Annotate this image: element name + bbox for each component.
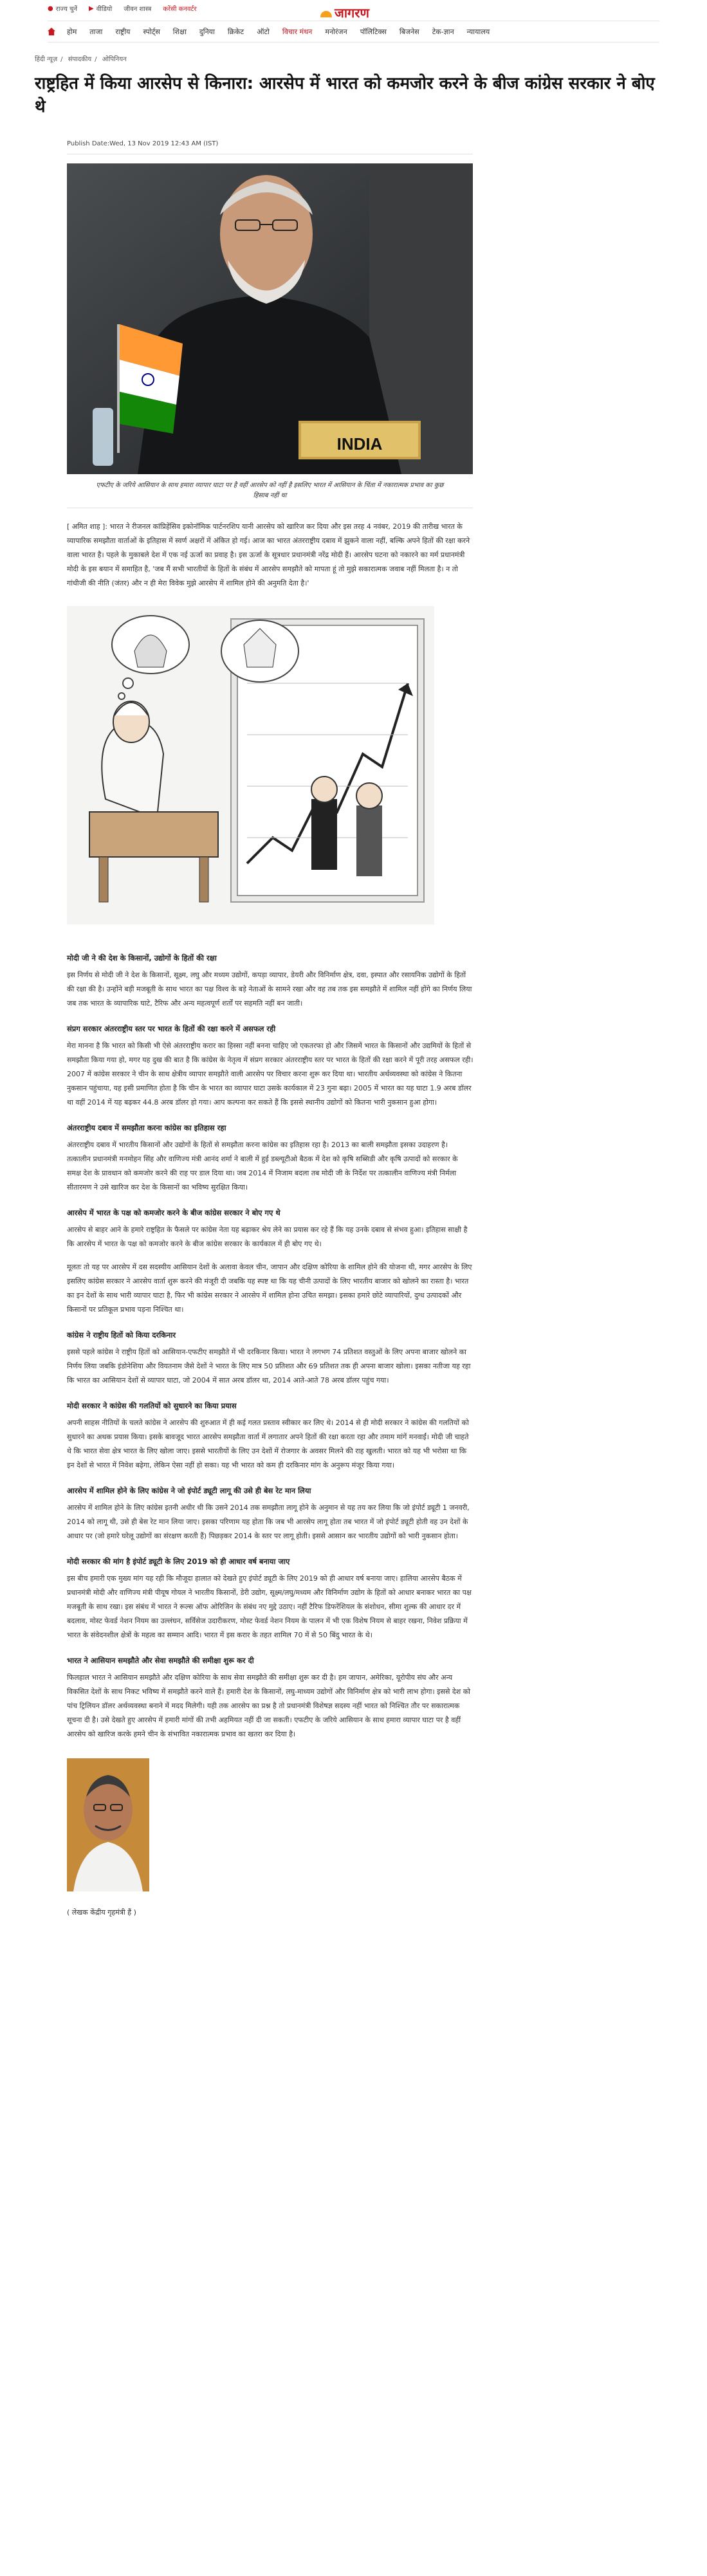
video-link[interactable] — [89, 4, 112, 13]
breadcrumb-separator: / — [60, 56, 63, 63]
paragraph: आरसेप में शामिल होने के लिए कांग्रेस इतनी अधीर थी कि उसने 2014 तक समझौता लागू होने के अनुमान से यह तय कर लिया कि जो इंपोर्ट ड्यूटी 1 जनवरी, 2014 को लागू थी, उसे ही बेस रेट मान लिया जाए। इसका परिणाम यह होता कि जब भी आरसेप लागू होता तब भारत में जो इंपोर्ट ड्यूटी होती वह उन देशों के आधार पर (जो हमारे घरेलू उद्योगों का संरक्षण करती हैं) पिछड़कर 2014 के स्तर पर लागू होती। इससे आसान कर भारतीय उद्योगों को भारी नुकसान होता। — [67, 1504, 470, 1540]
location-pin-icon: ● — [48, 5, 53, 12]
paragraph: मेरा मानना है कि भारत को किसी भी ऐसे अंतरराष्ट्रीय करार का हिस्सा नहीं बनना चाहिए जो एकतरफा हो और जिसमें भारत के किसानों और उद्यमियों के हितों से समझौता किया गया हो, मगर यह दुख की बात है कि कांग्रेस के नेतृत्व में संप्रग सरकार अंतरराष्ट्रीय स्तर पर भारत के हितों की रक्षा करने में पूरी तरह असफल रही। 2007 में कांग्रेस सरकार ने चीन के साथ क्षेत्रीय व्यापार समझौते वाली आरसेप पर विचार करना शुरू कर दिया था। भारतीय अर्थव्यवस्था को कांग्रेस ने कितना नुकसान पहुंचाया, यह इसी प्रमाणित होता है कि चीन के भारत का व्यापार घाटा उसके कार्यकाल में 23 गुना बढ़ा। 2005 में भारत का यह घाटा 1.9 अरब डॉलर था वहीं 2014 में यह बढ़कर 44.8 अरब डॉलर हो गया। आप कल्पना कर सकते हैं कि इससे स्थानीय उद्योगों को कितना भारी नुकसान हुआ होगा। — [67, 1042, 473, 1107]
nav-item[interactable]: राष्ट्रीय — [115, 27, 131, 36]
section-heading: अंतरराष्ट्रीय दबाव में समझौता करना कांग्रेस का इतिहास रहा — [67, 1123, 226, 1132]
nav-item[interactable]: न्यायालय — [466, 27, 490, 36]
paragraph: अंतरराष्ट्रीय दबाव में भारतीय किसानों और उद्योगों के हितों से समझौता करना कांग्रेस का इतिहास रहा है। 2013 का बाली समझौता इसका उदाहरण है। तत्कालीन प्रधानमंत्री मनमोहन सिंह और वाणिज्य मंत्री आनंद शर्मा ने बाली में हुई डब्ल्यूटीओ बैठक में देश को कृषि सब्सिडी और कृषि उत्पादों को सरकार के समक्ष देश के प्रावधान को कमजोर करने की राह पर डाल दिया था। जब 2014 में निजाम बदला तब मोदी जी के निर्देश पर तत्कालीन वाणिज्य मंत्री निर्मला सीतारमण ने उसे खारिज कर देश के किसानों का भविष्य सुरक्षित किया। — [67, 1141, 458, 1191]
paragraph: इससे पहले कांग्रेस ने राष्ट्रीय हितों को आसियान-एफटीए समझौते में भी दरकिनार किया। भारत ने लगभग 74 प्रतिशत वस्तुओं के लिए अपना बाजार खोलने का निर्णय लिया जबकि इंडोनेशिया और वियतनाम जैसे देशों ने भारत के लिए मात्र 50 प्रतिशत और 69 प्रतिशत तक ही अपना बाजार खोला। इसका नतीजा यह रहा कि भारत का आसियान देशों से व्यापार घाटा, जो 2004 में सात अरब डॉलर था, 2014 आते-आते 78 अरब डॉलर पहुंच गया। — [67, 1348, 471, 1385]
publish-date: Publish Date:Wed, 13 Nov 2019 12:43 AM (IST) — [67, 140, 219, 147]
article-headline: राष्ट्रहित में किया आरसेप से किनारा: आरसेप में भारत को कमजोर करने के बीज कांग्रेस सरकार ने बोए थे — [35, 74, 655, 116]
paragraph: इस बीच हमारी एक मुख्य मांग यह रही कि मौजूदा हालात को देखते हुए इंपोर्ट ड्यूटी के लिए 2019 को ही आधार वर्ष बनाया जाए। हालिया आरसेप बैठक में प्रधानमंत्री मोदी और वाणिज्य मंत्री पीयूष गोयल ने भारतीय किसानों, डेरी उद्योग, सूक्ष्म/लघु/मध्यम और विनिर्माण उद्योग के हितों को आधार बनाकर भारत का पक्ष मजबूती के साथ रखा। इस संबंध में भारत ने रूल्स ऑफ ओरिजिन के संबंध नए मुद्दे उठाए। नहीं टैरिफ डिफरेंशियल के संशोधन, सीमा शुल्क की आधार दर में बदलाव, मोस्ट फेवर्ड नेशन नियम का उल्लंघन, सर्विसेज उदारीकरण, मोस्ट फेवर्ड नेशन नियम के पालन में भी एक विशेष नियम से बाहर रखना, निवेश प्रक्रिया में भारत के संवेदनशील क्षेत्रों के महत्व का सम्मान आदि। भारत में इस करार के तहत शामिल 70 में से 50 बिंदु भारत के थे। — [67, 1574, 472, 1639]
epaper-label: जीवन शास्त्र — [124, 6, 152, 13]
section-heading: कांग्रेस ने राष्ट्रीय हितों को किया दरकिनार — [67, 1330, 176, 1339]
location-link[interactable] — [48, 4, 77, 13]
section-heading: आरसेप में भारत के पक्ष को कमजोर करने के बीज कांग्रेस सरकार ने बोए गए थे — [67, 1208, 280, 1217]
quiz-label: करेंसी कनवर्टर — [163, 6, 197, 13]
nav-item[interactable]: पॉलिटिक्स — [360, 27, 387, 36]
main-navigation — [48, 21, 659, 42]
nav-item[interactable]: ताजा — [89, 27, 103, 36]
video-label: वीडियो — [96, 6, 113, 13]
breadcrumb-separator: / — [95, 56, 97, 63]
nameplate-text: INDIA — [336, 434, 383, 454]
image-caption: एफटीए के जरिये आसियान के साथ हमारा व्यापार घाटा पर है वहीं आरसेप को नहीं है इसलिए भारत में आसियान के चिंता में नकारात्मक प्रभाव का कुछ हिसाब नहीं था — [96, 482, 444, 499]
cartoon-illustration — [67, 606, 434, 925]
breadcrumb-editorial[interactable]: संपादकीय — [68, 56, 92, 63]
paragraph: आरसेप से बाहर आने के हमारे राष्ट्रहित के फैसले पर कांग्रेस नेता यह बढ़ाकर श्रेय लेने का प्रयास कर रहे हैं कि यह उनके दबाव से संभव हुआ। इतिहास साक्षी है कि आरसेप में भारत के पक्ष को कमजोर करने के बीज कांग्रेस सरकार के कार्यकाल में ही बोए गए थे। — [67, 1226, 468, 1248]
breadcrumb-opinion[interactable]: ओपिनियन — [102, 56, 127, 63]
hero-photo-drawing — [67, 163, 473, 474]
article-body — [67, 520, 473, 1920]
section-heading: आरसेप में शामिल होने के लिए कांग्रेस ने जो इंपोर्ट ड्यूटी लागू की उसे ही बेस रेट मान लिया — [67, 1486, 311, 1495]
author-caption: ( लेखक केंद्रीय गृहमंत्री हैं ) — [67, 1908, 136, 1917]
breadcrumb-hindi-news[interactable]: हिंदी न्यूज़ — [35, 56, 58, 63]
quiz-link[interactable] — [163, 4, 196, 13]
nav-item[interactable]: टेक-ज्ञान — [432, 27, 454, 36]
section-heading: मोदी सरकार की मांग है इंपोर्ट ड्यूटी के लिए 2019 को ही आधार वर्ष बनाया जाए — [67, 1557, 290, 1566]
epaper-link[interactable] — [124, 4, 151, 13]
paragraph: मूलतः तो यह पर आरसेप में दस सदस्यीय आसियान देशों के अलावा केवल चीन, जापान और दक्षिण कोरिया के शामिल होने की योजना थी, मगर आरसेप के लिए इसलिए कांग्रेस सरकार ने आरसेप वार्ता शुरू करने की मंजूरी दी जबकि यह स्पष्ट था कि यह चीनी उत्पादों के लिए भारतीय बाजार को खोलने का रास्ता है। भारत का इन देशों के साथ भारी व्यापार घाटा है, फिर भी कांग्रेस सरकार ने आरसेप में शामिल होना उचित समझा। इसका हमारे छोटे व्यापारियों, दुग्ध उत्पादकों और किसानों पर प्रतिकूल प्रभाव पड़ना निश्चित था। — [67, 1263, 472, 1314]
nav-item[interactable]: शिक्षा — [172, 27, 187, 36]
nav-item[interactable]: दुनिया — [199, 27, 215, 36]
home-icon[interactable] — [48, 28, 55, 35]
paragraph: अपनी साहस नीतियों के चलते कांग्रेस ने आरसेप की शुरुआत में ही कई गलत प्रस्ताव स्वीकार कर लिए थे। 2014 से ही मोदी सरकार ने कांग्रेस की गलतियों को सुधारने का अथक प्रयास किया। इसके बावजूद भारत आरसेप समझौता वार्ता में लगातार अपने हितों की रक्षा करता रहा और तमाम मांगें मनवाईं। मोदी जी चाहते थे कि भारत सेवा क्षेत्र भारत के लिए खोला जाए। इससे भारतीयों के लिए उन देशों में रोजगार के अवसर मिलने की राह खुलती। भारत को यह भी भरोसा था कि इन देशों से भारत में निवेश बढ़ेगा, लेकिन ऐसा नहीं हो सका। यह भी भारत को कम ही दरकिनार मांग के अनुरूप मंजूर किया गया। — [67, 1419, 469, 1469]
logo-text: जागरण — [335, 5, 369, 21]
author-photo — [67, 1758, 149, 1891]
nav-item[interactable]: बिजनेस — [399, 27, 419, 36]
video-icon: ▶ — [89, 5, 94, 12]
section-heading: संप्रग सरकार अंतरराष्ट्रीय स्तर पर भारत के हितों की रक्षा करने में असफल रही — [67, 1024, 276, 1033]
section-heading: मोदी जी ने की देश के किसानों, उद्योगों के हितों की रक्षा — [67, 953, 217, 962]
hero-image — [67, 163, 473, 474]
nav-item[interactable]: मनोरंजन — [325, 27, 347, 36]
nav-item[interactable]: होम — [67, 27, 77, 36]
paragraph: फिलहाल भारत ने आसियान समझौते और दक्षिण कोरिया के साथ सेवा समझौते की समीक्षा शुरू कर दी है। हम जापान, अमेरिका, यूरोपीय संघ और अन्य विकसित देशों के साथ निकट भविष्य में समझौते करने वाले हैं। हमारी देश के किसानों, लघु-माध्यम उद्योगों और विनिर्माण क्षेत्र को भारी लाभ होगा। इससे देश को पांच ट्रिलियन डॉलर अर्थव्यवस्था बनाने में मदद मिलेगी। यही तक आरसेप का प्रश्न है तो प्रधानमंत्री विशेषज्ञ सदस्य नहीं भारत को निश्चित तौर पर सकारात्मक सूचना दी है। उसे देखते हुए आरसेप में हमारी मांगों की तभी अहमियत नहीं दी जा सकती। एफटीए के जरिये आसियान के साथ हमारा व्यापार घाटा पर है वहीं आरसेप को खारिज करके हमने चीन के संभावित नकारात्मक प्रभाव का खतरा कर दिया है। — [67, 1673, 471, 1738]
nav-item[interactable]: क्रिकेट — [227, 27, 244, 36]
nav-item[interactable]: स्पोर्ट्स — [143, 27, 160, 36]
nav-item[interactable]: विचार मंथन — [282, 27, 313, 36]
logo-sun-icon — [320, 11, 332, 17]
location-label: राज्य चुनें — [55, 6, 78, 13]
paragraph: इस निर्णय से मोदी जी ने देश के किसानों, सूक्ष्म, लघु और मध्यम उद्योगों, कपड़ा व्यापार, डेयरी और विनिर्माण क्षेत्र, दवा, इस्पात और रसायनिक उद्योगों के हितों की रक्षा की है। उन्होंने बड़ी मजबूती के साथ भारत का पक्ष विश्व के बड़े नेताओं के सामने रखा और वह तब तक इस समझौते में शामिल नहीं होंगे का निर्णय लिया जब तक भारत के व्यापारिक घाटे, टैरिफ और अन्य महत्वपूर्ण शर्तों पर सहमति नहीं बन जाती। — [67, 971, 472, 1007]
section-heading: भारत ने आसियान समझौते और सेवा समझौते की समीक्षा शुरू कर दी — [67, 1656, 254, 1665]
breadcrumb — [35, 54, 707, 63]
paragraph: [ अमित शाह ]: भारत ने रीजनल कांप्रिहेंसिव इकोनॉमिक पार्टनरशिप यानी आरसेप को खारिज कर दिया और इस तरह 4 नवंबर, 2019 की तारीख भारत के व्यापारिक समझौता वार्ताओं के इतिहास में स्वर्ण अक्षरों में अंकित हो गई। आज का भारत अंतरराष्ट्रीय दबाव में झुकने वाला नहीं, बल्कि अपने हितों की रक्षा करने वाला भारत है। पहले के मुकाबले देश में एक नई ऊर्जा का प्रवाह है। इस ऊर्जा के सूत्रधार प्रधानमंत्री नरेंद्र मोदी हैं। आरसेप घटना को नकारने का मर्म प्रधानमंत्री मोदी के इस बयान में समाहित है, 'जब मैं सभी भारतीयों के हितों के संबंध में आरसेप समझौते को मापता हूं तो मुझे सकारात्मक जवाब नहीं मिलता है। न तो गांधीजी की नीति (जंतर) और न ही मेरा विवेक मुझे आरसेप में शामिल होने की अनुमति देता है।' — [67, 522, 470, 587]
nav-item[interactable]: ऑटो — [257, 27, 270, 36]
section-heading: मोदी सरकार ने कांग्रेस की गलतियों को सुधारने का किया प्रयास — [67, 1401, 237, 1410]
site-logo[interactable] — [320, 4, 369, 21]
